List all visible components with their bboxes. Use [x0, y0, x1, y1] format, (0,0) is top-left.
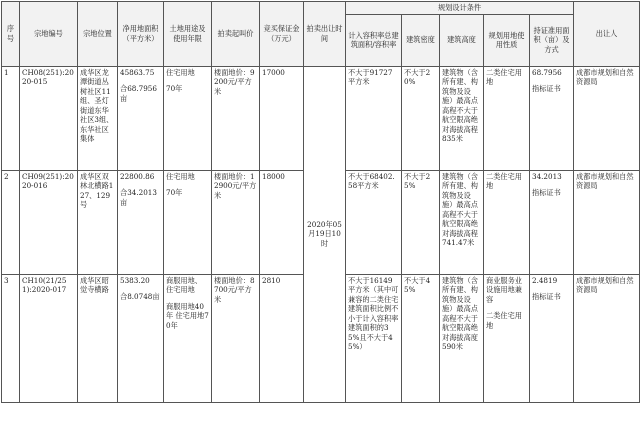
header-grantor: 出让人 — [574, 2, 640, 67]
cell-height: 建筑物（含所有建、构筑物及设施）最高点高程不大于航空限高绝对海拔高程835米 — [440, 66, 484, 170]
cell-use-type: 二类住宅用地 — [484, 170, 530, 274]
cell-location: 成华区昭觉寺横路 — [78, 274, 118, 402]
net-area-mu: 合34.2013亩 — [120, 188, 157, 207]
cell-grantor: 成都市规划和自然资源局 — [574, 66, 640, 170]
cell-density: 不大于45% — [402, 274, 440, 402]
cell-density: 不大于25% — [402, 170, 440, 274]
header-seq: 序号 — [2, 2, 20, 67]
table-row — [2, 66, 640, 170]
header-net-area: 净用地面积（平方米） — [118, 2, 164, 67]
cell-start-price: 楼面地价：12900元/平方米 — [212, 170, 260, 274]
cell-location: 成华区龙潭街道丛树社区11组、圣灯街道东华社区3组、东华社区集体 — [78, 66, 118, 170]
cell-deposit: 17000 — [260, 66, 304, 170]
cert-area: 34.2013 — [532, 171, 562, 181]
land-use-years: 70年 — [166, 188, 183, 197]
cell-land-use — [164, 274, 212, 402]
cell-start-price: 楼面地价：8700元/平方米 — [212, 274, 260, 402]
cell-deposit: 2810 — [260, 274, 304, 402]
cell-use-type — [484, 274, 530, 402]
cell-deposit: 18000 — [260, 170, 304, 274]
cell-net-area — [118, 66, 164, 170]
header-deposit: 竞买保证金（万元） — [260, 2, 304, 67]
land-use-type: 住宅用地 — [166, 67, 195, 77]
cell-parcel-no: CH09(251):2020-016 — [20, 170, 78, 274]
header-auction-time: 拍卖出让时间 — [304, 2, 346, 67]
cert-area: 2.4819 — [532, 275, 558, 285]
net-area-sqm: 5383.20 — [120, 275, 150, 285]
cell-auction-time: 2020年05月19日10时 — [304, 66, 346, 402]
cell-parcel-no: CH10(21/251):2020-017 — [20, 274, 78, 402]
use-type-primary: 商业服务业设施用地兼容 — [486, 275, 522, 304]
cell-height: 建筑物（含所有建、构筑物及设施）最高点高程不大于航空限高绝对海拔高程741.47米 — [440, 170, 484, 274]
cell-far: 不大于68402.58平方米 — [346, 170, 402, 274]
cell-height: 建筑物（含所有建、构筑物及设施）最高点高程不大于航空限高绝对海拔高度590米 — [440, 274, 484, 402]
land-use-type: 住宅用地 — [166, 171, 195, 181]
header-land-use: 土地用途及使用年限 — [164, 2, 212, 67]
cert-method: 指标证书 — [532, 292, 561, 301]
net-area-mu: 合68.7956亩 — [120, 84, 157, 103]
cell-net-area — [118, 274, 164, 402]
cell-land-use — [164, 170, 212, 274]
header-location: 宗地位置 — [78, 2, 118, 67]
cell-land-use — [164, 66, 212, 170]
land-use-type: 商服用地、住宅用地 — [166, 275, 202, 294]
header-density: 建筑密度 — [402, 14, 440, 66]
header-planning-group: 规划设计条件 — [346, 2, 574, 15]
header-far: 计入容积率总建筑面积/容积率 — [346, 14, 402, 66]
header-height: 建筑高度 — [440, 14, 484, 66]
cell-certificate — [530, 66, 574, 170]
cert-method: 指标证书 — [532, 188, 561, 197]
land-use-years: 商服用地40年 住宅用地70年 — [166, 301, 209, 330]
cell-seq: 1 — [2, 66, 20, 170]
net-area-sqm: 45863.75 — [120, 67, 155, 77]
header-parcel-no: 宗地编号 — [20, 2, 78, 67]
header-start-price: 拍卖起叫价 — [212, 2, 260, 67]
cell-density: 不大于20% — [402, 66, 440, 170]
cell-location: 成华区双林北横路127、129号 — [78, 170, 118, 274]
net-area-mu: 合8.0748亩 — [120, 292, 160, 301]
land-auction-table — [1, 1, 640, 403]
cell-far: 不大于91727平方米 — [346, 66, 402, 170]
cell-seq: 2 — [2, 170, 20, 274]
land-use-years: 70年 — [166, 84, 183, 93]
cell-net-area — [118, 170, 164, 274]
header-certificate: 持证准用面积（亩）及方式 — [530, 14, 574, 66]
header-use-type: 规划用地使用性质 — [484, 14, 530, 66]
cell-grantor: 成都市规划和自然资源局 — [574, 274, 640, 402]
cell-grantor: 成都市规划和自然资源局 — [574, 170, 640, 274]
cell-certificate — [530, 170, 574, 274]
cell-parcel-no: CH08(251):2020-015 — [20, 66, 78, 170]
cell-far: 不大于16149平方米（其中可兼容的二类住宅建筑面积比例不小于计入容积率建筑面积的35%且不大于45%） — [346, 274, 402, 402]
cert-area: 68.7956 — [532, 67, 562, 77]
cell-seq: 3 — [2, 274, 20, 402]
cell-start-price: 楼面地价：9200元/平方米 — [212, 66, 260, 170]
use-type-secondary: 二类住宅用地 — [486, 311, 522, 330]
cell-certificate — [530, 274, 574, 402]
cell-use-type: 二类住宅用地 — [484, 66, 530, 170]
cert-method: 指标证书 — [532, 84, 561, 93]
net-area-sqm: 22800.86 — [120, 171, 155, 181]
